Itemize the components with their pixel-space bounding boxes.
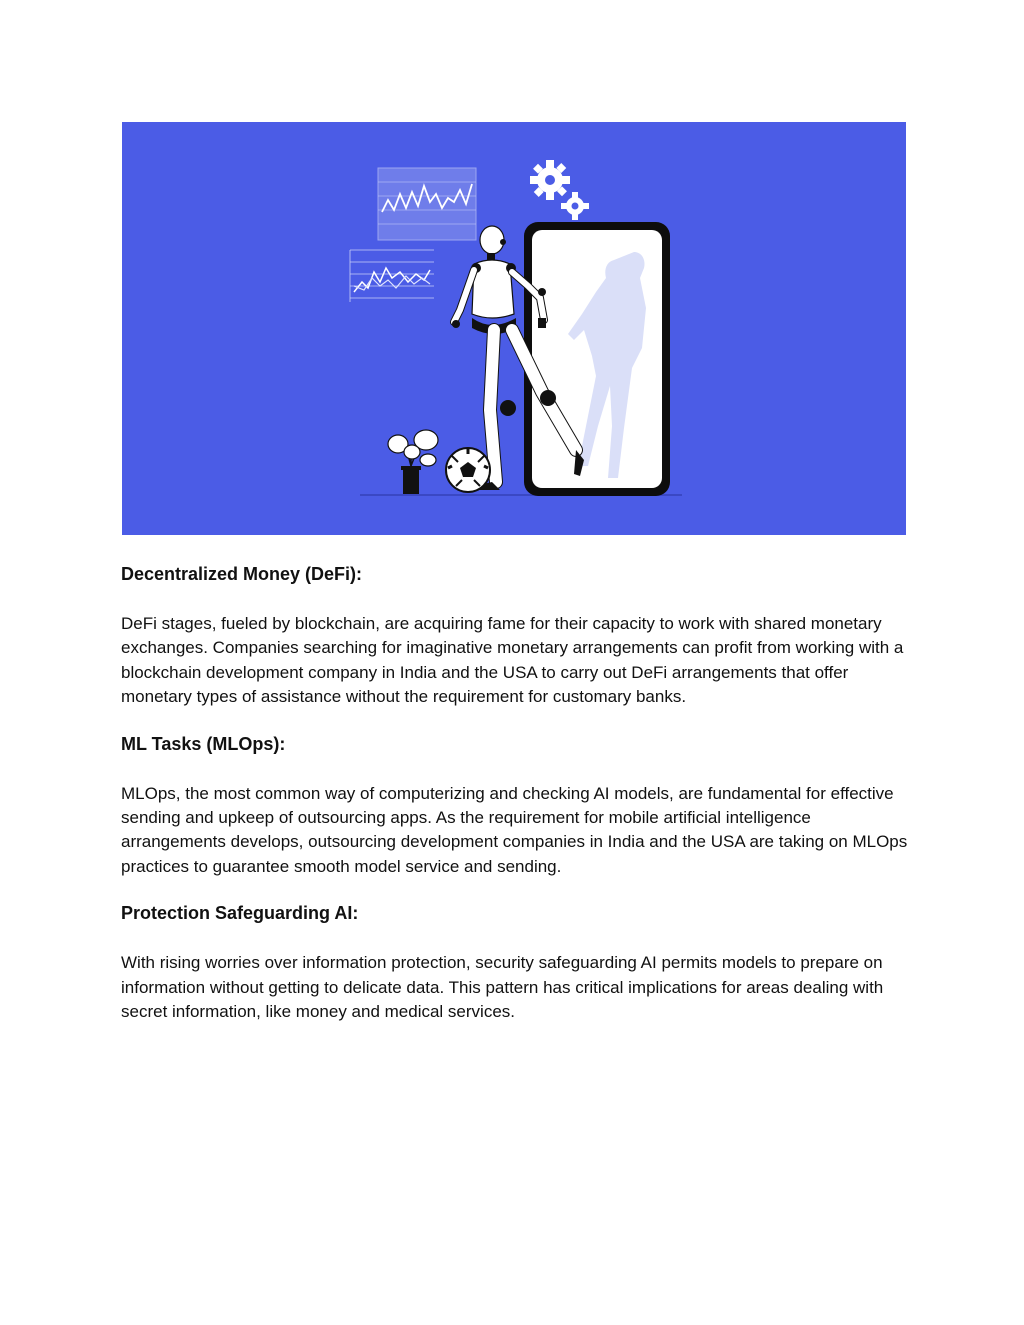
section-heading: Decentralized Money (DeFi): [121, 564, 363, 584]
hero-illustration [122, 122, 906, 535]
section-defi [121, 560, 911, 710]
line-chart-icon [350, 250, 434, 302]
article-content [121, 560, 911, 1044]
section-privacy-ai [121, 899, 911, 1024]
section-body: MLOps, the most common way of computerizing and checking AI models, are fundamental for effective sending and upkeep of outsourcing apps. As the requirement for mobile artificial intelligence arrangements develops, outsourcing development companies in India and the USA are taking on MLOps practices to guarantee smooth model service and sending. [121, 783, 908, 876]
section-mlops [121, 730, 911, 880]
plant-icon [388, 430, 438, 494]
smartphone-icon [524, 222, 670, 496]
gear-icon [530, 160, 589, 220]
section-heading: Protection Safeguarding AI: [121, 903, 359, 924]
section-body: With rising worries over information protection, security safeguarding AI permits models to prepare on information without getting to delicate data. This pattern has critical implications for areas dealing with secret information, like money and medical services. [121, 953, 884, 1022]
line-chart-icon [378, 168, 476, 240]
soccer-ball-icon [446, 448, 490, 492]
section-body: DeFi stages, fueled by blockchain, are acquiring fame for their capacity to work with shared monetary exchanges. Companies searching for imaginative monetary arrangements can profit from working with a blockchain development company in India and the USA to carry out DeFi arrangements that offer monetary types of assistance without the requirement for customary banks. [121, 614, 904, 707]
section-heading: ML Tasks (MLOps): [121, 733, 286, 754]
